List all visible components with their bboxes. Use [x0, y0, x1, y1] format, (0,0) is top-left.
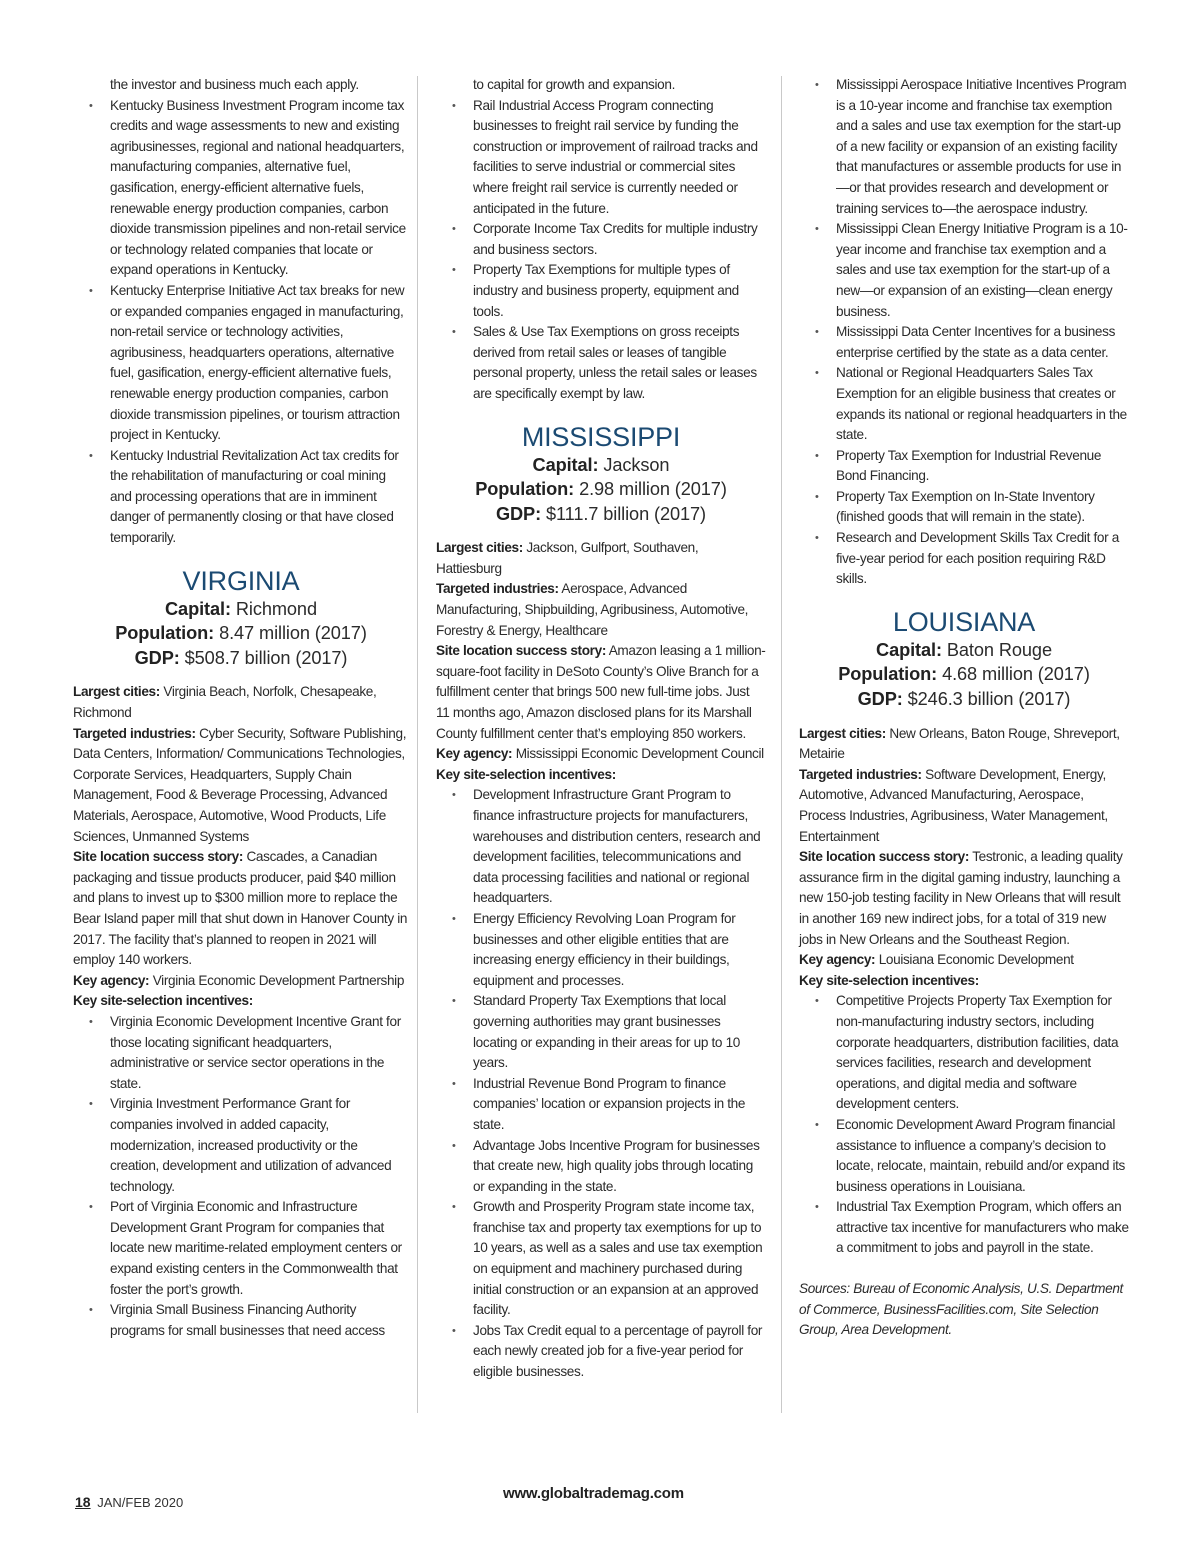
key-agency: Key agency: Louisiana Economic Development: [799, 952, 1074, 968]
virginia-incentives-continued: [436, 96, 766, 405]
capital-line: Capital: Jackson: [532, 454, 670, 475]
list-item: • Kentucky Industrial Revitalization Act tax credits for the rehabilitation of manufacturing or coal mining and processing operations that are in imminent danger of permanently closing or that have closed temporarily.: [73, 446, 409, 549]
list-item: • Property Tax Exemptions for multiple types of industry and business property, equipment and tools.: [436, 260, 766, 322]
list-item: • Standard Property Tax Exemptions that local governing authorities may grant businesses locating or expanding in their areas for up to 10 years.: [436, 991, 766, 1073]
state-title: VIRGINIA: [182, 565, 300, 596]
website-url: www.globaltrademag.com: [503, 1485, 684, 1502]
state-title: LOUISIANA: [892, 606, 1036, 637]
key-agency: Key agency: Mississippi Economic Development Council: [436, 746, 764, 762]
issue-date: JAN/FEB 2020: [97, 1495, 184, 1510]
mississippi-incentives-continued: [799, 75, 1129, 590]
list-item: • Development Infrastructure Grant Program to finance infrastructure projects for manufacturers, warehouses and distribution centers, research and development facilities, telecommunications and data processing facilities and national or regional headquarters.: [436, 785, 766, 909]
incentives-heading: Key site-selection incentives:: [436, 766, 616, 782]
list-item: • National or Regional Headquarters Sales Tax Exemption for an eligible business that creates or expands its national or regional headquarters in the state.: [799, 363, 1129, 445]
list-item: • Industrial Tax Exemption Program, which offers an attractive tax incentive for manufacturers who make a commitment to jobs and payroll in the state.: [799, 1197, 1129, 1259]
list-item: • Energy Efficiency Revolving Loan Program for businesses and other eligible entities that are increasing energy efficiency in their buildings, equipment and processes.: [436, 909, 766, 991]
louisiana-incentives-list: [799, 991, 1129, 1259]
virginia-incentives-list: [73, 1012, 409, 1342]
success-story: Site location success story: Testronic, a leading quality assurance firm in the digital gaming industry, launching a new 150-job testing facility in New Orleans that will result in another 169 new indirect jobs, for a total of 319 new jobs in New Orleans and the Southeast Region.: [799, 849, 1123, 947]
mississippi-header: [436, 422, 766, 527]
list-item: • Competitive Projects Property Tax Exemption for non-manufacturing industry sectors, including corporate headquarters, distribution facilities, data services facilities, research and development operations, and digital media and software development centers.: [799, 991, 1129, 1115]
sources-note: Sources: Bureau of Economic Analysis, U.S. Department of Commerce, BusinessFacilities.com, Site Selection Group, Area Development.: [799, 1281, 1123, 1338]
list-item: • Growth and Prosperity Program state income tax, franchise tax and property tax exemptions for up to 10 years, as well as a sales and use tax exemption on equipment and machinery purchased during initial construction or an expansion at an approved facility.: [436, 1197, 766, 1321]
louisiana-header: [799, 607, 1129, 712]
list-item: • Industrial Revenue Bond Program to finance companies’ location or expansion projects in the state.: [436, 1074, 766, 1136]
list-item: • Economic Development Award Program financial assistance to influence a company’s decision to locate, relocate, maintain, rebuild and/or expand its business operations in Louisiana.: [799, 1115, 1129, 1197]
list-item: • Property Tax Exemption on In-State Inventory (finished goods that will remain in the state).: [799, 487, 1129, 528]
page-number: 18: [75, 1494, 91, 1510]
page-footer: [75, 1494, 183, 1510]
list-item: • Corporate Income Tax Credits for multiple industry and business sectors.: [436, 219, 766, 260]
population-line: Population: 2.98 million (2017): [475, 479, 727, 500]
list-item: • Advantage Jobs Incentive Program for businesses that create new, high quality jobs through locating or expanding in the state.: [436, 1136, 766, 1198]
continued-text: to capital for growth and expansion.: [473, 77, 676, 92]
list-item: • Kentucky Business Investment Program income tax credits and wage assessments to new and existing agribusinesses, regional and national headquarters, manufacturing companies, alternative fuel, gasification, energy-efficient alternative fuels, renewable energy production companies, carbon dioxide transmission pipelines and non-retail service or technology related companies that locate or expand operations in Kentucky.: [73, 96, 409, 281]
list-item: • Sales & Use Tax Exemptions on gross receipts derived from retail sales or leases of tangible personal property, unless the retail sales or leases are specifically exempt by law.: [436, 322, 766, 404]
capital-line: Capital: Richmond: [165, 598, 317, 619]
kentucky-incentives-list: [73, 96, 409, 549]
list-item: • Mississippi Clean Energy Initiative Program is a 10-year income and franchise tax exemption and a sales and use tax exemption for the start-up of a new—or expansion of an existing—clean energy business.: [799, 219, 1129, 322]
continued-text: the investor and business much each apply.: [110, 77, 359, 92]
largest-cities: Largest cities: Virginia Beach, Norfolk, Chesapeake, Richmond: [73, 684, 377, 721]
column-divider: [417, 76, 418, 1413]
list-item: • Property Tax Exemption for Industrial Revenue Bond Financing.: [799, 446, 1129, 487]
population-line: Population: 4.68 million (2017): [838, 664, 1090, 685]
list-item: • Jobs Tax Credit equal to a percentage of payroll for each newly created job for a five-year period for eligible businesses.: [436, 1321, 766, 1383]
list-item: • Port of Virginia Economic and Infrastructure Development Grant Program for companies that locate new maritime-related employment centers or expand existing centers in the Commonwealth that foster the port’s growth.: [73, 1197, 409, 1300]
column-1: [73, 75, 409, 1341]
incentives-heading: Key site-selection incentives:: [73, 993, 253, 1009]
list-item: • Rail Industrial Access Program connecting businesses to freight rail service by funding the construction or improvement of railroad tracks and facilities to serve industrial or commercial sites where freight rail service is currently needed or anticipated in the future.: [436, 96, 766, 220]
column-3: [799, 75, 1129, 1341]
list-item: • Mississippi Aerospace Initiative Incentives Program is a 10-year income and franchise tax exemption and a sales and use tax exemption for the start-up of a new facility or expansion of an existing facility that manufactures or assemble products for use in—or that provides research and development or training services to—the aerospace industry.: [799, 75, 1129, 219]
targeted-industries: Targeted industries: Cyber Security, Software Publishing, Data Centers, Information/ Communications Technologies, Corporate Services, Headquarters, Supply Chain Management, Food & Beverage Processing, Advanced Materials, Aerospace, Automotive, Wood Products, Life Sciences, Unmanned Systems: [73, 725, 407, 844]
list-item: • Mississippi Data Center Incentives for a business enterprise certified by the state as a data center.: [799, 322, 1129, 363]
targeted-industries: Targeted industries: Software Development, Energy, Automotive, Advanced Manufacturing, Aerospace, Process Industries, Agribusiness, Water Management, Entertainment: [799, 766, 1108, 844]
key-agency: Key agency: Virginia Economic Development Partnership: [73, 972, 405, 988]
list-item: • Virginia Investment Performance Grant for companies involved in added capacity, modernization, increased productivity or the creation, development and utilization of advanced technology.: [73, 1094, 409, 1197]
mississippi-incentives-list: [436, 785, 766, 1382]
list-item: • Kentucky Enterprise Initiative Act tax breaks for new or expanded companies engaged in manufacturing, non-retail service or technology activities, agribusiness, headquarters operations, alternative fuel, gasification, energy-efficient alternative fuels, renewable energy production companies, carbon dioxide transmission pipelines, or tourism attraction project in Kentucky.: [73, 281, 409, 446]
population-line: Population: 8.47 million (2017): [115, 623, 367, 644]
virginia-header: [73, 566, 409, 671]
column-2: [436, 75, 766, 1383]
success-story: Site location success story: Cascades, a Canadian packaging and tissue products producer, paid $40 million and plans to invest up to $300 million more to replace the Bear Island paper mill that shut down in Hanover County in 2017. The facility that’s planned to reopen in 2021 will employ 140 workers.: [73, 849, 408, 968]
incentives-heading: Key site-selection incentives:: [799, 972, 979, 988]
list-item: • Virginia Economic Development Incentive Grant for those locating significant headquarters, administrative or service sector operations in the state.: [73, 1012, 409, 1094]
largest-cities: Largest cities: Jackson, Gulfport, Southaven, Hattiesburg: [436, 540, 699, 576]
gdp-line: GDP: $246.3 billion (2017): [857, 689, 1071, 710]
largest-cities: Largest cities: New Orleans, Baton Rouge, Shreveport, Metairie: [799, 725, 1120, 762]
column-divider: [781, 76, 782, 1413]
capital-line: Capital: Baton Rouge: [876, 639, 1052, 660]
gdp-line: GDP: $111.7 billion (2017): [495, 503, 707, 524]
list-item: • Virginia Small Business Financing Authority programs for small businesses that need access: [73, 1300, 409, 1341]
list-item: • Research and Development Skills Tax Credit for a five-year period for each position requiring R&D skills.: [799, 528, 1129, 590]
state-title: MISSISSIPPI: [521, 421, 681, 452]
success-story: Site location success story: Amazon leasing a 1 million-square-foot facility in DeSoto County’s Olive Branch for a fulfillment center that brings 500 new full-time jobs. Just 11 months ago, Amazon disclosed plans for its Marshall County fulfillment center that’s employing 850 workers.: [436, 643, 766, 741]
targeted-industries: Targeted industries: Aerospace, Advanced Manufacturing, Shipbuilding, Agribusiness, Automotive, Forestry & Energy, Healthcare: [436, 581, 749, 638]
gdp-line: GDP: $508.7 billion (2017): [134, 647, 348, 668]
